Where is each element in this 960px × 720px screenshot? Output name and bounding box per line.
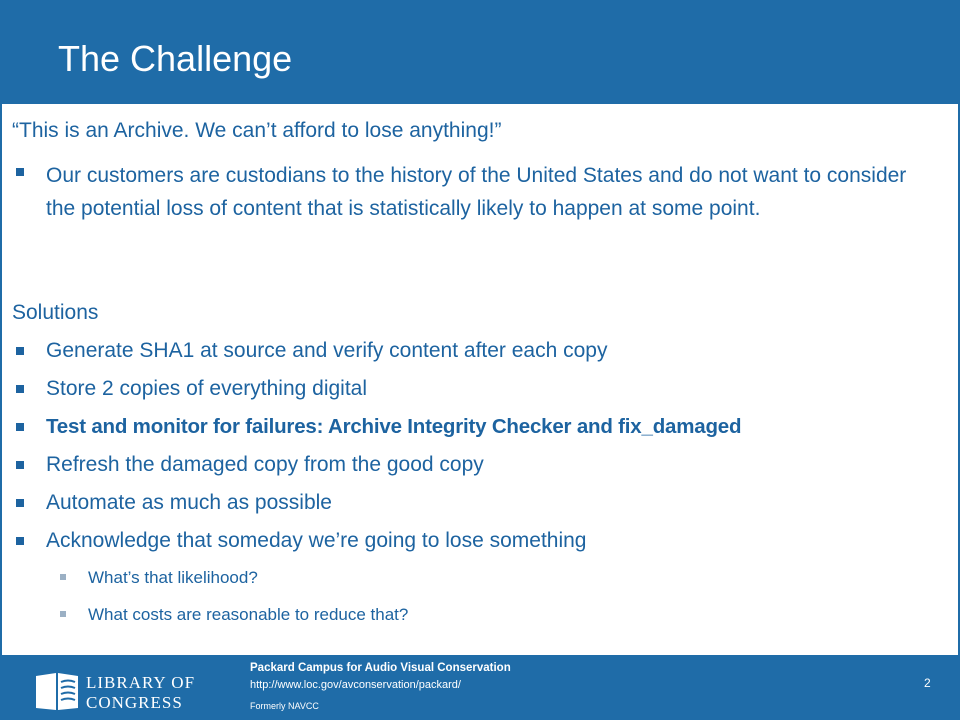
sub-item: What costs are reasonable to reduce that? xyxy=(88,605,409,624)
square-bullet-icon xyxy=(16,499,24,507)
square-bullet-icon xyxy=(16,347,24,355)
footer-org-name: Packard Campus for Audio Visual Conservation xyxy=(250,662,511,674)
solution-item: Acknowledge that someday we’re going to lose something xyxy=(46,529,587,552)
logo-line-2: CONGRESS xyxy=(86,693,183,712)
library-of-congress-logo xyxy=(34,670,234,712)
solution-item: Test and monitor for failures: Archive Integrity Checker and fix_damaged xyxy=(46,415,742,438)
square-bullet-icon xyxy=(16,385,24,393)
solutions-heading: Solutions xyxy=(12,301,99,324)
solution-item: Store 2 copies of everything digital xyxy=(46,377,368,400)
footer-formerly-note: Formerly NAVCC xyxy=(250,701,319,711)
slide-title: The Challenge xyxy=(58,38,293,79)
solution-item: Automate as much as possible xyxy=(46,491,332,514)
square-bullet-icon xyxy=(16,537,24,545)
square-bullet-icon xyxy=(60,611,66,617)
challenge-paragraph: Our customers are custodians to the history of the United States and do not want to consider the potential loss of content that is statistically likely to happen at some point. xyxy=(46,164,907,220)
square-bullet-icon xyxy=(16,168,24,176)
logo-line-1: LIBRARY OF xyxy=(86,673,196,692)
square-bullet-icon xyxy=(16,423,24,431)
library-of-congress-book-logo-icon xyxy=(36,673,78,710)
square-bullet-icon xyxy=(60,574,66,580)
solution-item: Refresh the damaged copy from the good copy xyxy=(46,453,484,476)
quote-text: “This is an Archive. We can’t afford to lose anything!” xyxy=(12,119,502,142)
square-bullet-icon xyxy=(16,461,24,469)
title-bar xyxy=(0,0,960,102)
page-number: 2 xyxy=(924,676,931,690)
footer-url-link[interactable]: http://www.loc.gov/avconservation/packard/ xyxy=(250,679,461,691)
sub-item: What’s that likelihood? xyxy=(88,568,258,587)
footer xyxy=(0,656,960,720)
solution-item: Generate SHA1 at source and verify content after each copy xyxy=(46,339,608,362)
slide-content xyxy=(2,104,958,655)
